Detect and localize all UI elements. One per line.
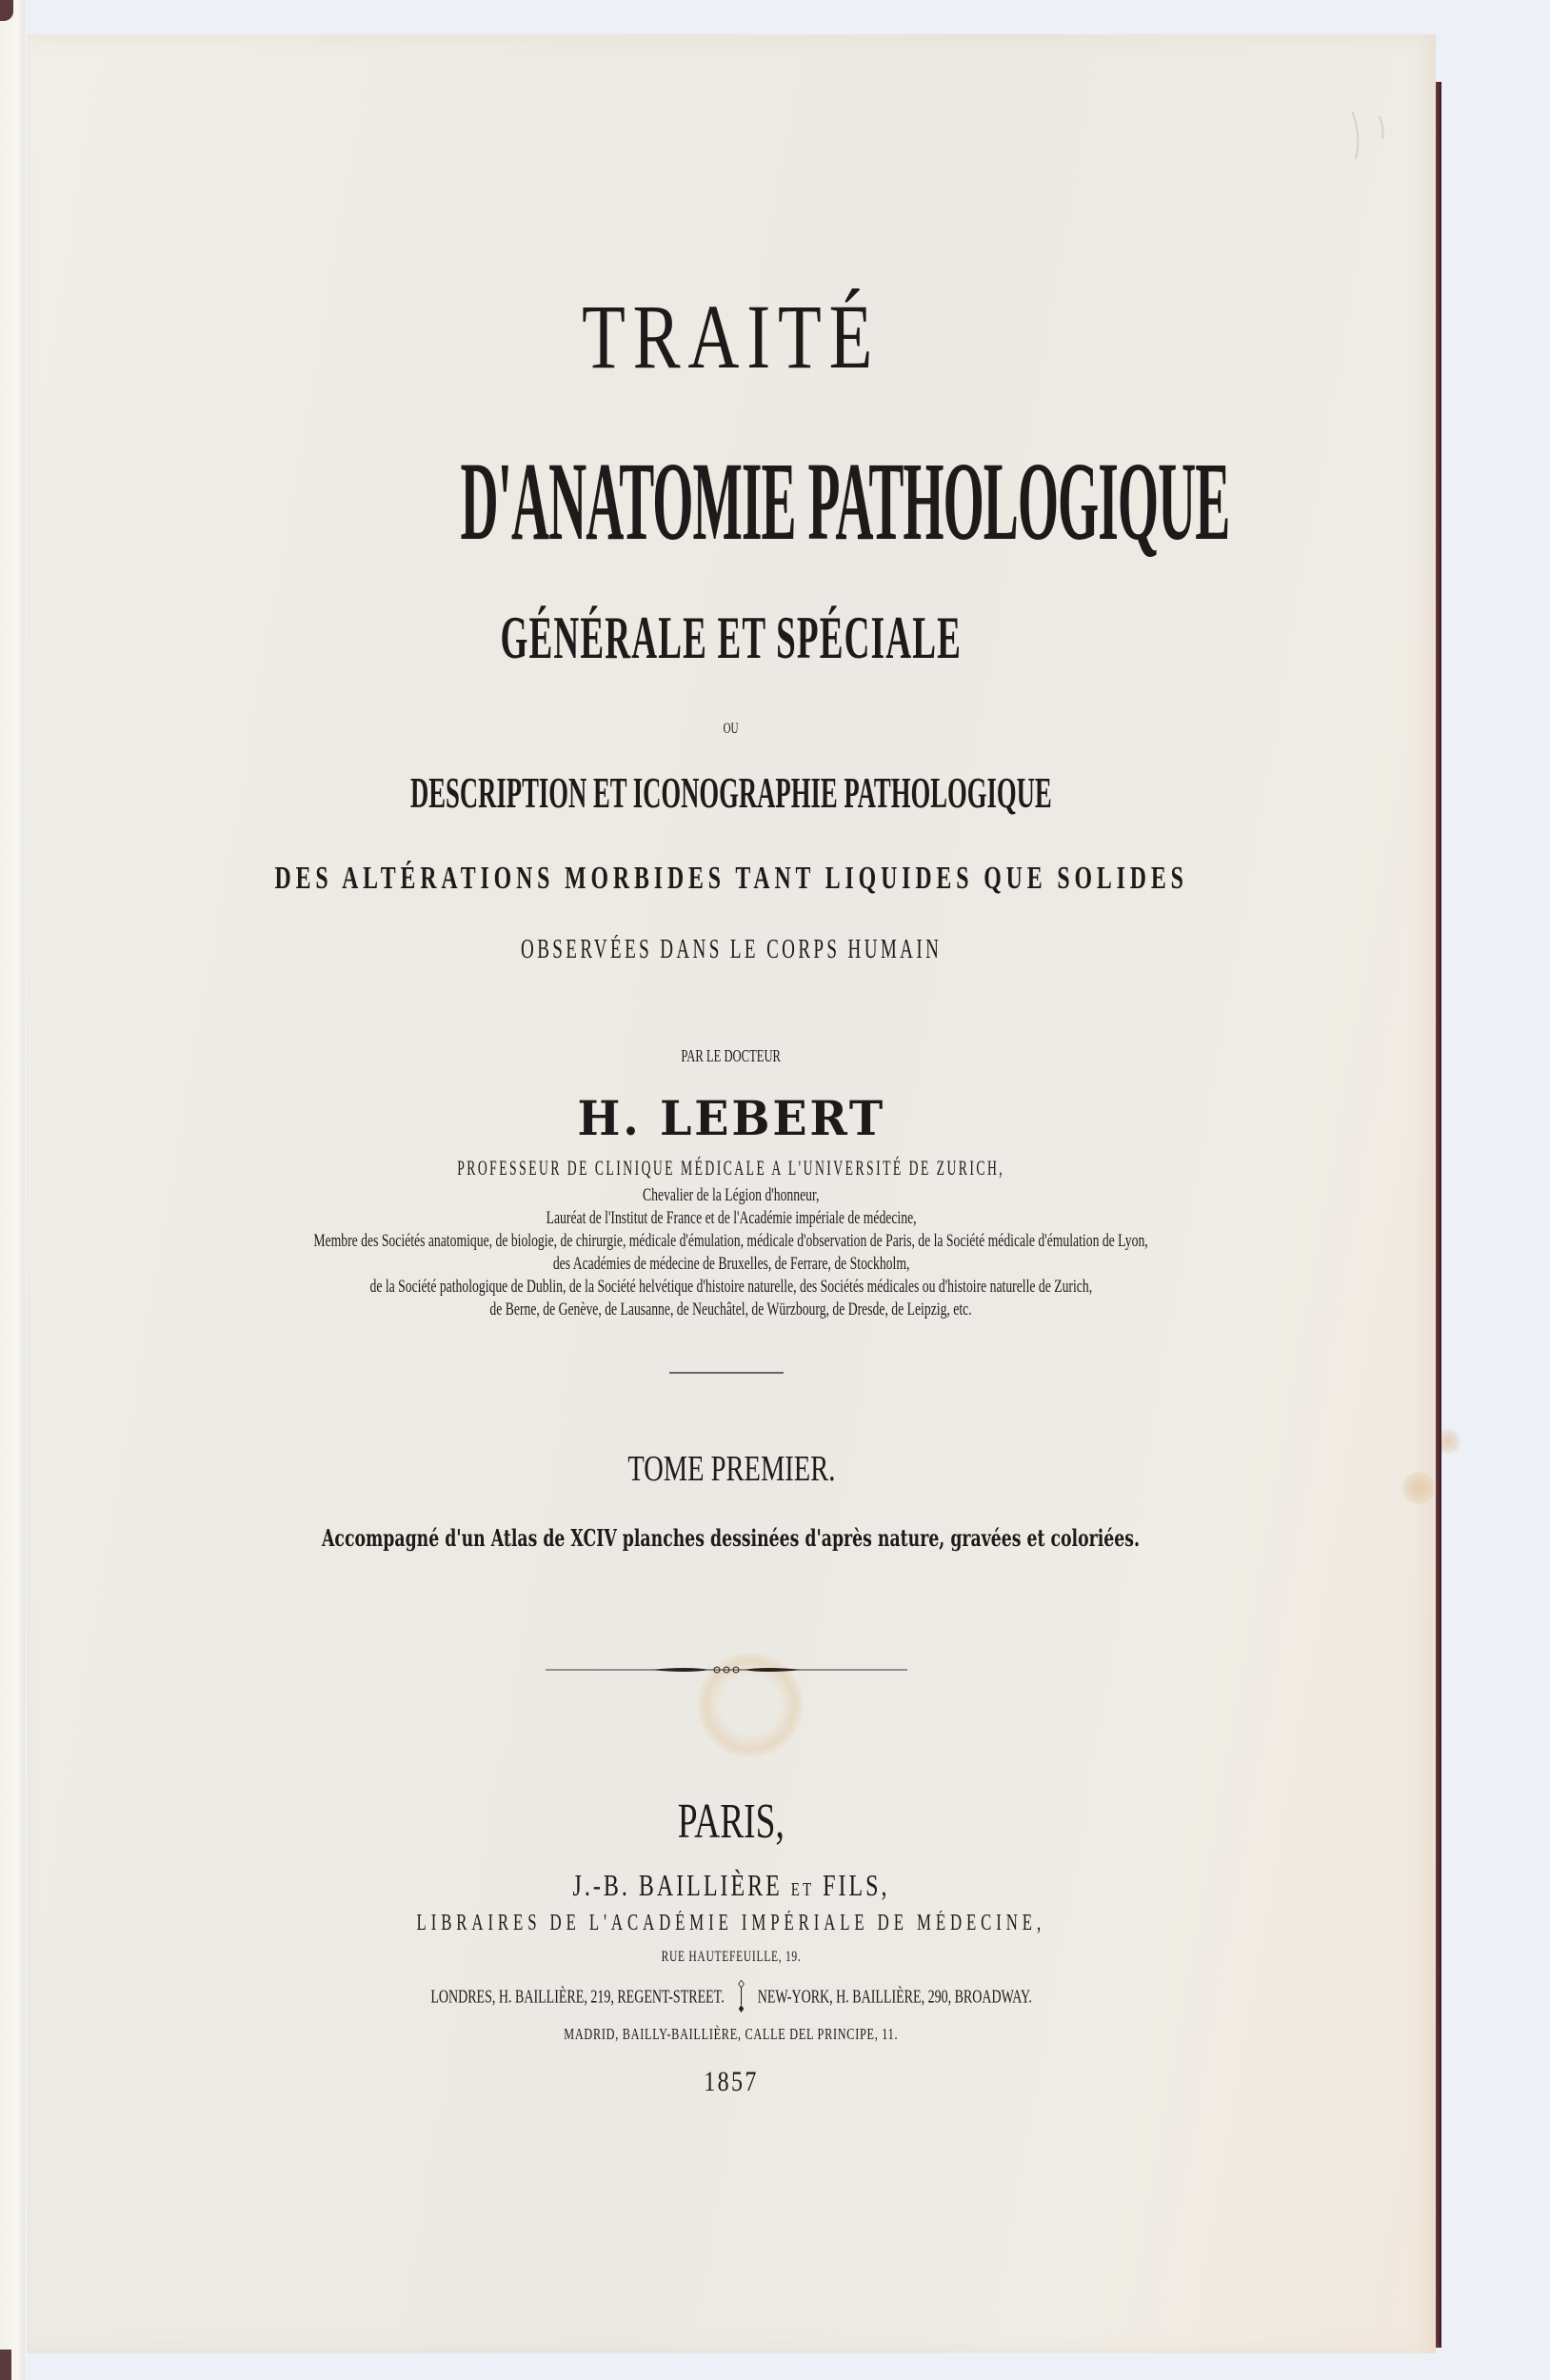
credential-line: de Berne, de Genève, de Lausanne, de Neuchâtel, de Würzbourg, de Dresde, de Leipzig, etc. (489, 1299, 973, 1319)
subtitle-line-2: DES ALTÉRATIONS MORBIDES TANT LIQUIDES QUE SOLIDES (274, 861, 1188, 896)
foxing-spot (1402, 1472, 1435, 1504)
conjunction: OU (723, 721, 740, 737)
paper-crease-mark (1342, 107, 1400, 173)
title-line-3: GÉNÉRALE ET SPÉCIALE (500, 604, 963, 671)
title-line-1: TRAITÉ (582, 286, 881, 387)
credential-line: de la Société pathologique de Dublin, de la Société helvétique d'histoire naturelle, des Sociétés médicales ou d'histoire naturelle de Zurich, (369, 1277, 1093, 1297)
credential-line: des Académies de médecine de Bruxelles, de Ferrare, de Stockholm, (552, 1254, 910, 1274)
binding-edge (1436, 82, 1441, 2348)
imprint-address: RUE HAUTEFEUILLE, 19. (661, 1949, 802, 1965)
binding-corner-bottom (0, 2350, 11, 2380)
imprint-publisher: J.-B. BAILLIÈRE ET FILS, (572, 1868, 890, 1902)
subtitle-line-3: OBSERVÉES DANS LE CORPS HUMAIN (520, 935, 943, 964)
credential-line: Lauréat de l'Institut de France et de l'Académie impériale de médecine, (546, 1208, 917, 1228)
credential-line: Membre des Sociétés anatomique, de biologie, de chirurgie, médicale d'émulation, médicale d'observation de Paris, de la Société médicale d'émulation de Lyon, (313, 1231, 1149, 1251)
branch-london: LONDRES, H. BAILLIÈRE, 219, REGENT-STREET. (430, 1986, 725, 2008)
imprint-madrid: MADRID, BAILLY-BAILLIÈRE, CALLE DEL PRINCIPE, 11. (564, 2025, 899, 2043)
publication-year: 1857 (704, 2066, 759, 2097)
imprint-branches (27, 1982, 1436, 2014)
volume-label: TOME PREMIER. (626, 1449, 835, 1489)
short-rule-divider (669, 1372, 784, 1374)
author-name: H. LEBERT (577, 1090, 885, 1146)
swelled-rule-ornament-icon (546, 1664, 907, 1676)
byline: PAR LE DOCTEUR (681, 1046, 782, 1065)
credential-line: Chevalier de la Légion d'honneur, (643, 1185, 820, 1205)
branch-new-york: NEW-YORK, H. BAILLIÈRE, 290, BROADWAY. (757, 1986, 1032, 2008)
imprint-city: PARIS, (677, 1795, 785, 1849)
title-line-2: D'ANATOMIE PATHOLOGIQUE (460, 439, 1230, 564)
subtitle-line-1: DESCRIPTION ET ICONOGRAPHIE PATHOLOGIQUE (410, 768, 1052, 817)
atlas-note: Accompagné d'un Atlas de XCIV planches dessinées d'après nature, gravées et coloriées. (322, 1524, 1141, 1552)
facing-page-edge (0, 0, 25, 2380)
imprint-publisher-role: LIBRAIRES DE L'ACADÉMIE IMPÉRIALE DE MÉDECINE, (416, 1911, 1046, 1935)
diamond-separator-icon (737, 1980, 745, 2013)
author-position: PROFESSEUR DE CLINIQUE MÉDICALE A L'UNIVERSITÉ DE ZURICH, (457, 1156, 1005, 1180)
title-page (27, 34, 1436, 2353)
